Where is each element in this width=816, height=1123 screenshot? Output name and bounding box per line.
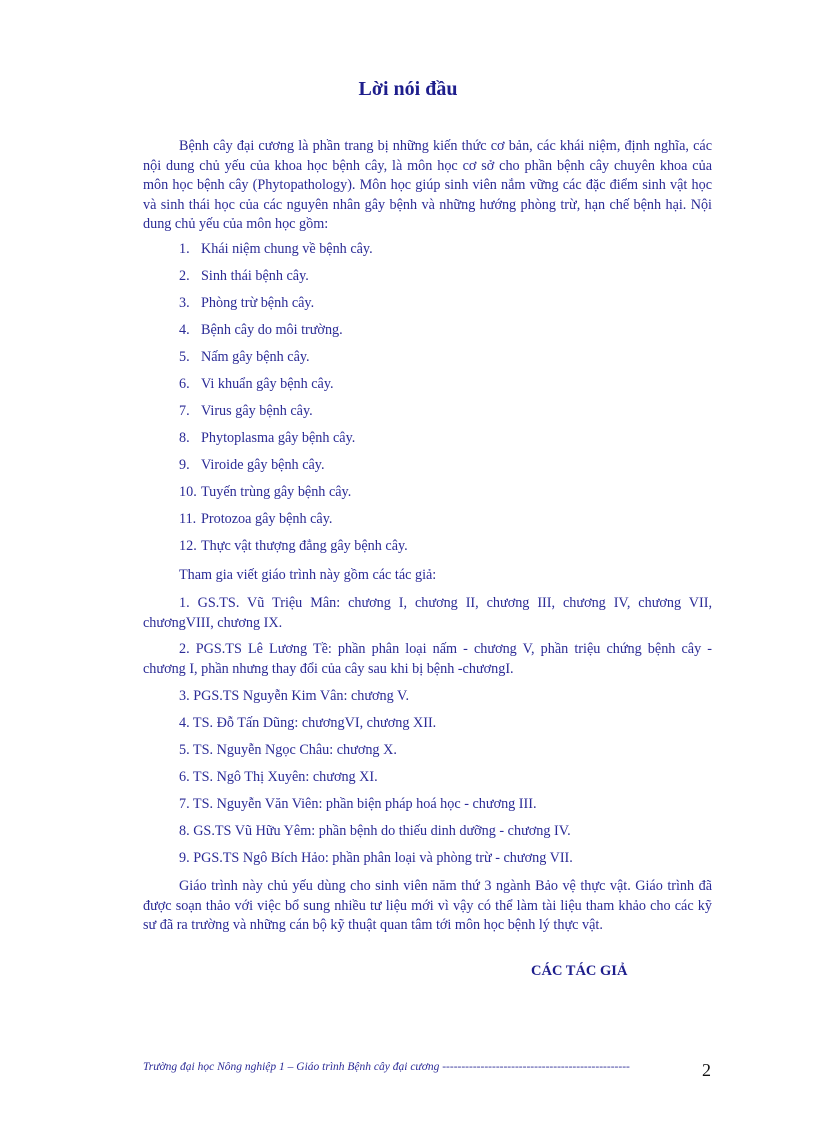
list-item <box>179 456 408 483</box>
list-item-number: 2. <box>179 268 190 284</box>
page-footer: Trường đại học Nông nghiệp 1 – Giáo trình Bệnh cây đại cương ------------------------------------------------- <box>143 1061 630 1073</box>
list-item <box>179 375 408 402</box>
list-item-text: Vi khuẩn gây bệnh cây. <box>201 376 334 392</box>
list-item-text: Tuyến trùng gây bệnh cây. <box>201 484 352 500</box>
authors-intro: Tham gia viết giáo trình này gồm các tác giả: <box>179 567 437 583</box>
list-item-text: Phytoplasma gây bệnh cây. <box>201 430 356 446</box>
list-item <box>179 429 408 456</box>
list-item <box>179 348 408 375</box>
list-item-number: 1. <box>179 241 190 257</box>
list-item-number: 11. <box>179 511 197 527</box>
list-item <box>179 402 408 429</box>
list-item-text: Protozoa gây bệnh cây. <box>201 511 333 527</box>
list-item-text: Viroide gây bệnh cây. <box>201 457 325 473</box>
author-entry-6: 6. TS. Ngô Thị Xuyên: chương XI. <box>179 769 378 785</box>
list-item-number: 4. <box>179 322 190 338</box>
signature: CÁC TÁC GIẢ <box>531 963 628 979</box>
list-item-number: 7. <box>179 403 190 419</box>
list-item <box>179 321 408 348</box>
list-item <box>179 240 408 267</box>
list-item-number: 10. <box>179 484 197 500</box>
author-entry-3: 3. PGS.TS Nguyễn Kim Vân: chương V. <box>179 688 409 704</box>
author-entry-2: 2. PGS.TS Lê Lương Tề: phần phân loại nấm - chương V, phần triệu chứng bệnh cây - chương I, phần nhưng thay đổi của cây sau khi bị bệnh -chươngI. <box>143 641 712 677</box>
author-entry-9: 9. PGS.TS Ngô Bích Hảo: phần phân loại và phòng trừ - chương VII. <box>179 850 573 866</box>
list-item-number: 12. <box>179 538 197 554</box>
list-item-text: Phòng trừ bệnh cây. <box>201 295 315 311</box>
list-item-number: 8. <box>179 430 190 446</box>
list-item-text: Sinh thái bệnh cây. <box>201 268 309 284</box>
intro-paragraph: Bệnh cây đại cương là phần trang bị những kiến thức cơ bản, các khái niệm, định nghĩa, các nội dung chủ yếu của khoa học bệnh cây, là môn học cơ sở cho phần bệnh cây chuyên khoa của môn học bệnh cây (Phytopathology). Môn học giúp sinh viên nắm vững các đặc điểm sinh vật học và sinh thái học của các nguyên nhân gây bệnh và những hướng phòng trừ, hạn chế bệnh hại. Nội dung chủ yếu của môn học gồm: <box>143 138 712 233</box>
list-item-text: Virus gây bệnh cây. <box>201 403 313 419</box>
author-entry-1: 1. GS.TS. Vũ Triệu Mân: chương I, chương II, chương III, chương IV, chương VII, chươngVIII, chương IX. <box>143 595 712 631</box>
author-entry-4: 4. TS. Đỗ Tấn Dũng: chươngVI, chương XII. <box>179 715 437 731</box>
list-item <box>179 483 408 510</box>
list-item <box>179 294 408 321</box>
list-item-text: Thực vật thượng đẳng gây bệnh cây. <box>201 538 408 554</box>
author-entry-5: 5. TS. Nguyễn Ngọc Châu: chương X. <box>179 742 397 758</box>
list-item <box>179 537 408 564</box>
page-title: Lời nói đầu <box>358 78 458 100</box>
list-item-text: Bệnh cây do môi trường. <box>201 322 343 338</box>
list-item <box>179 510 408 537</box>
list-item-text: Khái niệm chung về bệnh cây. <box>201 241 373 257</box>
author-entry-7: 7. TS. Nguyễn Văn Viên: phần biện pháp hoá học - chương III. <box>179 796 537 812</box>
closing-paragraph: Giáo trình này chủ yếu dùng cho sinh viên năm thứ 3 ngành Bảo vệ thực vật. Giáo trình đã được soạn thảo với việc bổ sung nhiều tư liệu mới vì vậy có thể làm tài liệu tham khảo cho các kỹ sư đã ra trường và những cán bộ kỹ thuật quan tâm tới môn học bệnh lý thực vật. <box>143 878 712 934</box>
list-item-number: 6. <box>179 376 190 392</box>
author-entry-8: 8. GS.TS Vũ Hữu Yêm: phần bệnh do thiếu dinh dưỡng - chương IV. <box>179 823 571 839</box>
list-item-number: 5. <box>179 349 190 365</box>
list-item-text: Nấm gây bệnh cây. <box>201 349 310 365</box>
page-number: 2 <box>702 1060 711 1080</box>
list-item-number: 3. <box>179 295 190 311</box>
list-item <box>179 267 408 294</box>
topic-list <box>179 240 408 564</box>
list-item-number: 9. <box>179 457 190 473</box>
